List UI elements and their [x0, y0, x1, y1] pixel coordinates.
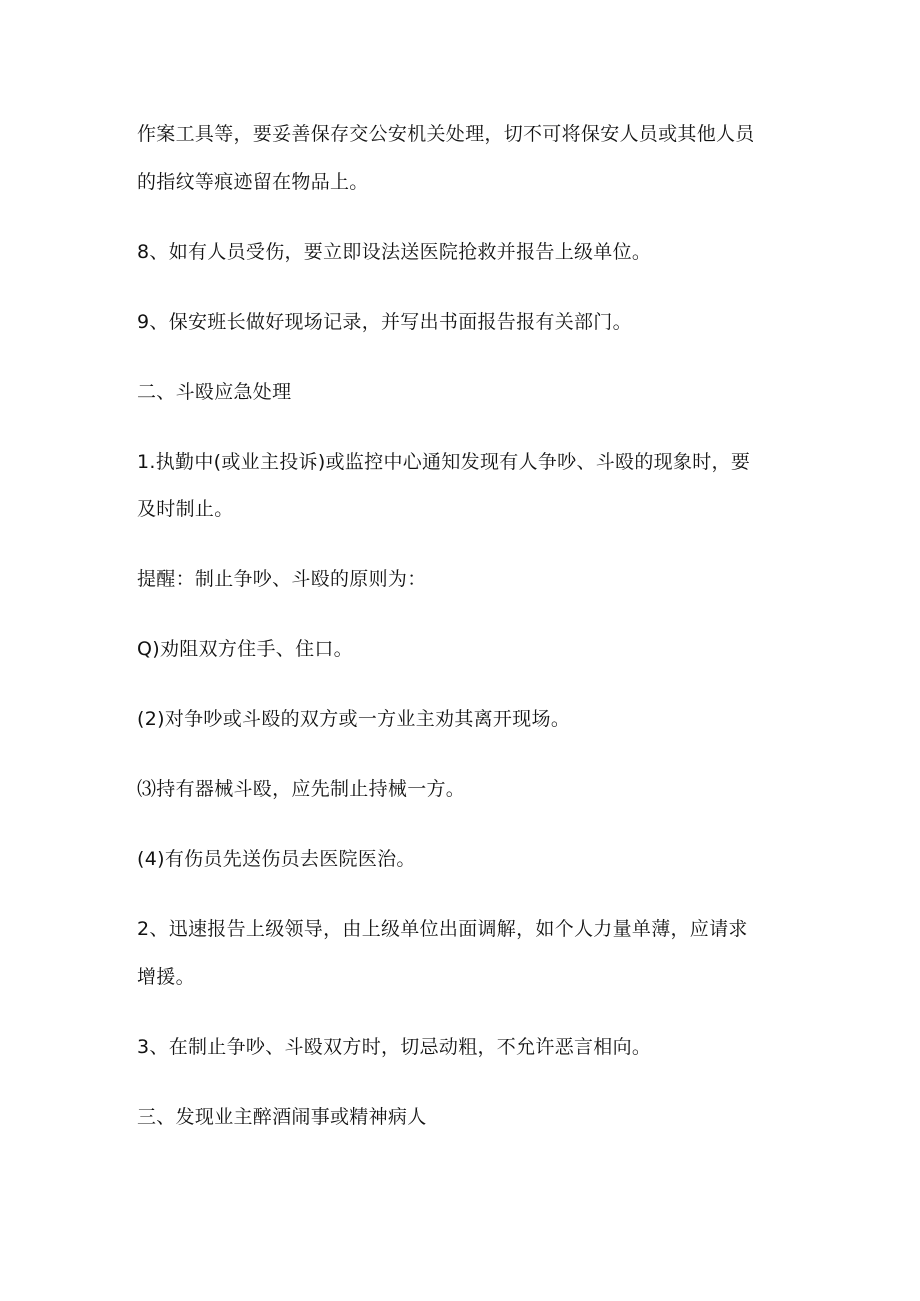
- text-line-6: 1.执勤中(或业主投诉)或监控中心通知发现有人争吵、斗殴的现象时，要: [137, 451, 751, 473]
- text-line-3: 8、如有人员受伤，要立即设法送医院抢救并报告上级单位。: [137, 241, 652, 263]
- text-line-2: 的指纹等痕迹留在物品上。: [137, 171, 369, 193]
- text-line-14: 增援。: [137, 966, 195, 988]
- text-line-9: Q)劝阻双方住手、住口。: [137, 638, 353, 660]
- section-heading-3: 三、发现业主醉酒闹事或精神病人: [137, 1106, 427, 1128]
- text-line-1: 作案工具等，要妥善保存交公安机关处理，切不可将保安人员或其他人员: [137, 123, 755, 145]
- text-line-13: 2、迅速报告上级领导，由上级单位出面调解，如个人力量单薄，应请求: [137, 918, 748, 940]
- text-line-8: 提醒：制止争吵、斗殴的原则为：: [137, 568, 427, 590]
- text-line-7: 及时制止。: [137, 498, 234, 520]
- section-heading-2: 二、斗殴应急处理: [137, 381, 292, 403]
- text-line-12: (4)有伤员先送伤员去医院医治。: [137, 848, 416, 870]
- text-line-10: (2)对争吵或斗殴的双方或一方业主劝其离开现场。: [137, 708, 571, 730]
- text-line-15: 3、在制止争吵、斗殴双方时，切忌动粗，不允许恶言相向。: [137, 1036, 652, 1058]
- text-line-11: ⑶持有器械斗殴，应先制止持械一方。: [137, 778, 466, 800]
- text-line-4: 9、保安班长做好现场记录，并写出书面报告报有关部门。: [137, 311, 632, 333]
